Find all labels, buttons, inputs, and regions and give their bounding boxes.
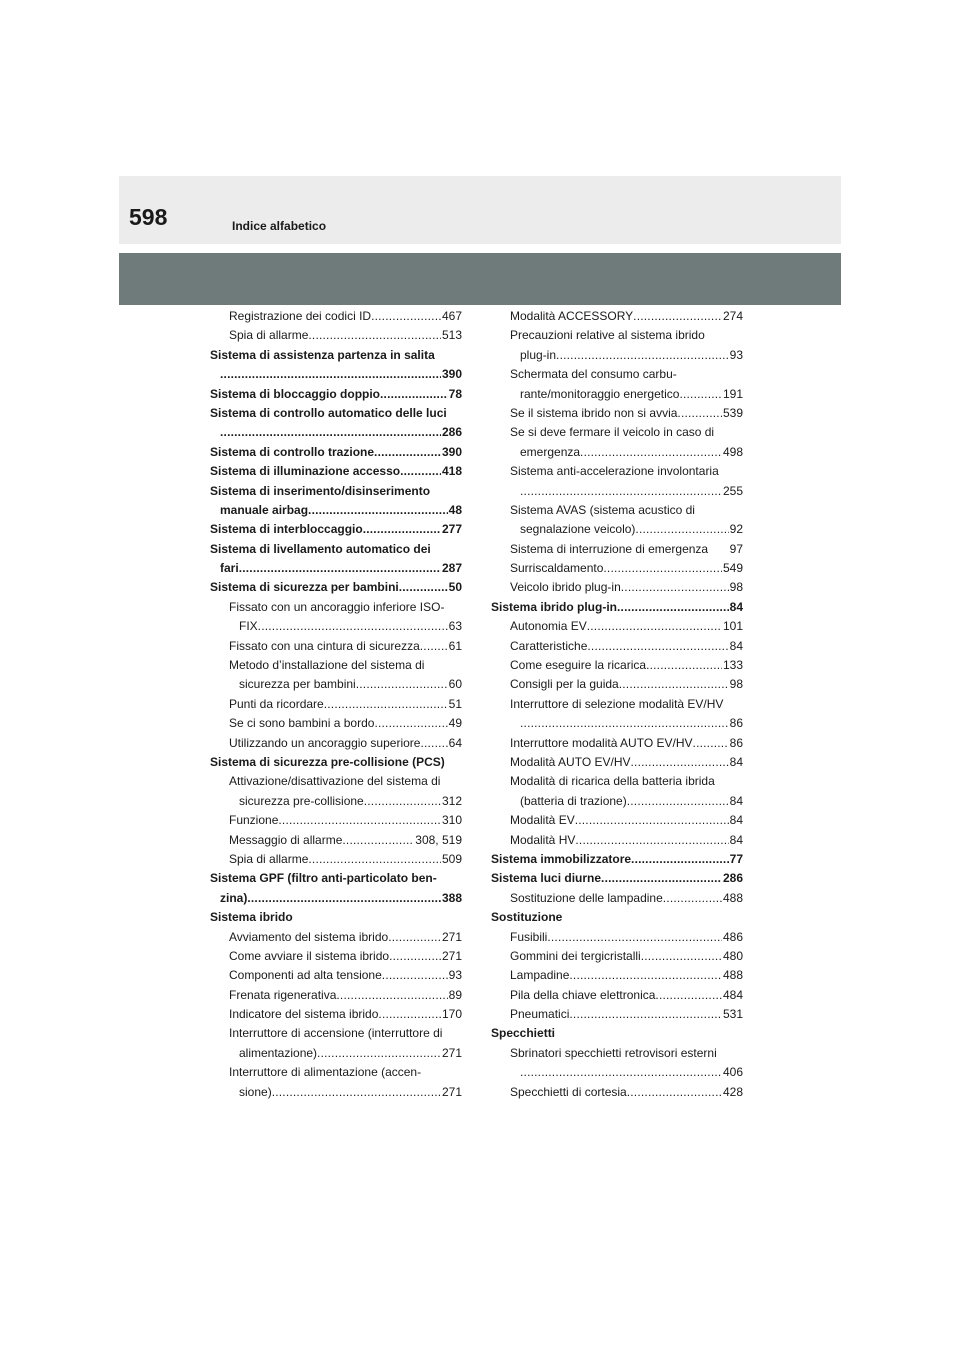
index-entry-main [210, 462, 462, 481]
leader-dots [317, 1044, 441, 1063]
index-entry-sub [491, 947, 743, 966]
entry-text: Interruttore di selezione modalità EV/HV [510, 696, 724, 711]
index-entry-main [210, 540, 462, 559]
index-entry-main [210, 423, 462, 442]
index-entry-main [491, 598, 743, 617]
page-reference: 84 [729, 599, 743, 614]
page-reference: 84 [729, 638, 743, 653]
leader-dots [342, 831, 414, 850]
entry-text: plug-in [520, 347, 557, 362]
index-entry-main [210, 889, 462, 908]
index-entry-sub [491, 772, 743, 791]
entry-text: Sistema di bloccaggio doppio [210, 386, 381, 401]
entry-text: (batteria di trazione) [520, 793, 627, 808]
page-reference: 509 [441, 851, 462, 866]
index-entry-main [210, 404, 462, 423]
leader-dots [621, 578, 729, 597]
leader-dots [374, 714, 447, 733]
index-entry-sub [210, 1063, 462, 1082]
leader-dots [363, 520, 441, 539]
leader-dots [679, 385, 722, 404]
page-reference: 84 [729, 793, 743, 808]
entry-text: Spia di allarme [229, 851, 309, 866]
page-reference: 277 [441, 522, 462, 537]
page-reference: 484 [722, 987, 743, 1002]
page-reference: 86 [729, 735, 743, 750]
index-entry-sub [491, 695, 743, 714]
index-entry-sub [210, 307, 462, 326]
index-entry-sub [491, 637, 743, 656]
page-reference: 170 [441, 1007, 462, 1022]
index-entry-main [210, 482, 462, 501]
entry-text: Metodo d’installazione del sistema di [229, 658, 425, 673]
entry-text: Messaggio di allarme [229, 832, 343, 847]
index-entry-main [210, 753, 462, 772]
page-reference: 488 [722, 968, 743, 983]
entry-text: Sistema di inserimento/disinserimento [210, 483, 431, 498]
leader-dots [655, 986, 722, 1005]
index-entry-sub [491, 734, 743, 753]
entry-text: Sistema di controllo automatico delle luci [210, 405, 447, 420]
index-entry-sub [491, 675, 743, 694]
index-entry-sub [210, 637, 462, 656]
leader-dots [601, 869, 722, 888]
leader-dots [627, 1083, 722, 1102]
index-entry-sub [491, 1083, 743, 1102]
leader-dots [336, 986, 447, 1005]
entry-text: Autonomia EV [510, 619, 587, 634]
index-entry-sub [210, 675, 462, 694]
index-entry-sub [210, 850, 462, 869]
index-entry-sub [210, 695, 462, 714]
entry-text: Se si deve fermare il veicolo in caso di [510, 425, 715, 440]
page-reference: 84 [729, 832, 743, 847]
page-reference: 406 [722, 1065, 743, 1080]
page-reference: 78 [448, 386, 462, 401]
index-entry-sub [491, 1063, 743, 1082]
leader-dots [520, 714, 729, 733]
entry-text: Interruttore modalità AUTO EV/HV [510, 735, 693, 750]
entry-text: Caratteristiche [510, 638, 588, 653]
index-entry-main [210, 559, 462, 578]
index-entry-sub [491, 423, 743, 442]
entry-text: Utilizzando un ancoraggio superiore [229, 735, 421, 750]
page-reference: 101 [722, 619, 743, 634]
entry-text: Modalità HV [510, 832, 576, 847]
page-reference: 390 [441, 444, 462, 459]
index-entry-sub [491, 443, 743, 462]
page-reference: 191 [722, 386, 743, 401]
leader-dots [617, 598, 729, 617]
page-reference: 498 [722, 444, 743, 459]
page-reference: 77 [729, 851, 743, 866]
entry-text: sione) [239, 1084, 272, 1099]
page-reference: 50 [448, 580, 462, 595]
page-reference: 390 [441, 367, 462, 382]
leader-dots [663, 889, 722, 908]
page-reference: 255 [722, 483, 743, 498]
entry-text: Schermata del consumo carbu- [510, 367, 677, 382]
entry-text: Sistema di sicurezza per bambini [210, 580, 399, 595]
leader-dots [272, 1083, 441, 1102]
entry-text: Specchietti [491, 1026, 556, 1041]
page-reference: 274 [722, 309, 743, 323]
index-entry-sub [210, 617, 462, 636]
index-entry-sub [491, 307, 743, 326]
leader-dots [631, 753, 729, 772]
page-reference: 61 [448, 638, 462, 653]
index-entry-main [210, 501, 462, 520]
entry-text: Pila della chiave elettronica [510, 987, 656, 1002]
entry-text: Modalità AUTO EV/HV [510, 754, 631, 769]
page-reference: 64 [448, 735, 462, 750]
entry-text: FIX [239, 619, 258, 634]
index-entry-sub [491, 501, 743, 520]
entry-text: sicurezza per bambini [239, 677, 356, 692]
section-title: Indice alfabetico [232, 219, 327, 233]
page-reference: 513 [441, 328, 462, 343]
index-entry-sub [491, 928, 743, 947]
leader-dots [308, 326, 441, 345]
page-reference: 48 [448, 502, 462, 517]
entry-text: Modalità ACCESSORY [510, 309, 634, 323]
page-reference: 480 [722, 948, 743, 963]
index-entry-main [491, 869, 743, 888]
entry-text: Come eseguire la ricarica [510, 658, 647, 673]
index-entry-sub [210, 772, 462, 791]
index-entry-sub [210, 792, 462, 811]
leader-dots [400, 462, 441, 481]
entry-text: Fissato con un ancoraggio inferiore ISO- [229, 599, 445, 614]
entry-text: Veicolo ibrido plug-in [510, 580, 621, 595]
index-entry-sub [210, 1024, 462, 1043]
entry-text: Sistema di livellamento automatico dei [210, 541, 431, 556]
leader-dots [587, 637, 728, 656]
entry-text: Attivazione/disattivazione del sistema di [229, 774, 441, 789]
entry-text: Sistema ibrido plug-in [491, 599, 618, 614]
leader-dots [633, 307, 722, 326]
page-reference: 286 [722, 871, 743, 886]
entry-text: Spia di allarme [229, 328, 309, 343]
index-entry-main [210, 869, 462, 888]
leader-dots [247, 889, 441, 908]
entry-text: Precauzioni relative al sistema ibrido [510, 328, 705, 343]
page-reference: 286 [441, 425, 462, 440]
leader-dots [371, 307, 441, 326]
entry-text: Sistema di sicurezza pre-collisione (PCS) [210, 754, 445, 769]
entry-text: Componenti ad alta tensione [229, 968, 382, 983]
leader-dots [399, 578, 448, 597]
leader-dots [356, 675, 448, 694]
leader-dots [388, 928, 441, 947]
index-entry-sub [491, 811, 743, 830]
leader-dots [646, 656, 722, 675]
entry-text: Frenata rigenerativa [229, 987, 337, 1002]
page-reference: 531 [722, 1007, 743, 1022]
leader-dots [631, 850, 729, 869]
index-entry-sub [491, 1005, 743, 1024]
leader-dots [575, 811, 729, 830]
entry-text: Sistema di controllo trazione [210, 444, 375, 459]
leader-dots [258, 617, 448, 636]
section-divider-band [119, 253, 841, 305]
page-reference: 418 [441, 464, 462, 479]
leader-dots [324, 695, 448, 714]
index-entry-sub [491, 346, 743, 365]
index-entry-sub [491, 617, 743, 636]
index-entry-sub [491, 986, 743, 1005]
entry-text: sicurezza pre-collisione [239, 793, 364, 808]
page-reference: 60 [448, 677, 462, 692]
page-reference: 539 [722, 405, 743, 420]
page-reference: 49 [448, 716, 462, 731]
page-reference: 388 [441, 890, 462, 905]
page-reference: 310 [441, 813, 462, 828]
page-reference: 86 [729, 716, 743, 731]
index-entry-sub [491, 966, 743, 985]
entry-text: alimentazione) [239, 1045, 318, 1060]
entry-text: Punti da ricordare [229, 696, 324, 711]
entry-text: Specchietti di cortesia [510, 1084, 627, 1099]
leader-dots [520, 482, 722, 501]
page-reference: 97 [729, 541, 743, 556]
leader-dots [619, 675, 729, 694]
leader-dots [374, 443, 441, 462]
entry-text: Fusibili [510, 929, 548, 944]
leader-dots [520, 1063, 722, 1082]
page-reference: 312 [441, 793, 462, 808]
leader-dots [380, 385, 448, 404]
entry-text: Sistema immobilizzatore [491, 851, 632, 866]
index-entry-sub [491, 540, 743, 559]
header-band [119, 176, 841, 244]
entry-text: Sistema GPF (filtro anti-particolato ben- [210, 871, 437, 886]
entry-text: Lampadine [510, 968, 570, 983]
leader-dots [220, 365, 441, 384]
leader-dots [677, 404, 722, 423]
index-entry-main [210, 365, 462, 384]
entry-text: Sostituzione delle lampadine [510, 890, 663, 905]
index-entry-sub [210, 734, 462, 753]
index-entry-sub [491, 792, 743, 811]
entry-text: zina) [220, 890, 248, 905]
entry-text: Registrazione dei codici ID [229, 309, 372, 323]
index-entry-sub [491, 404, 743, 423]
index-entry-sub [210, 986, 462, 1005]
page-reference: 84 [729, 754, 743, 769]
entry-text: Funzione [229, 813, 279, 828]
entry-text: fari [220, 561, 239, 576]
entry-text: Surriscaldamento [510, 561, 604, 576]
entry-text: Indicatore del sistema ibrido [229, 1007, 379, 1022]
page-reference: 271 [441, 1084, 462, 1099]
index-entry-sub [210, 966, 462, 985]
index-entry-sub [491, 1044, 743, 1063]
page-reference: 488 [722, 890, 743, 905]
page-reference: 98 [729, 677, 743, 692]
leader-dots [378, 1005, 441, 1024]
index-entry-sub [210, 831, 462, 850]
entry-text: manuale airbag [220, 502, 309, 517]
page-reference: 271 [441, 948, 462, 963]
leader-dots [641, 947, 722, 966]
entry-text: Fissato con una cintura di sicurezza [229, 638, 420, 653]
entry-text: Sistema AVAS (sistema acustico di [510, 502, 695, 517]
leader-dots [556, 346, 729, 365]
entry-text: rante/monitoraggio energetico [520, 386, 680, 401]
page-reference: 467 [441, 309, 462, 323]
leader-dots [635, 520, 728, 539]
index-entry-sub [210, 326, 462, 345]
entry-text: Sistema di illuminazione accesso [210, 464, 401, 479]
leader-dots [569, 1005, 722, 1024]
index-entry-main [210, 578, 462, 597]
entry-text: segnalazione veicolo) [520, 522, 636, 537]
index-entry-sub [491, 753, 743, 772]
entry-text: Sistema luci diurne [491, 871, 602, 886]
entry-text: emergenza [520, 444, 581, 459]
entry-text: Modalità di ricarica della batteria ibrida [510, 774, 715, 789]
leader-dots [587, 617, 722, 636]
index-entry-sub [210, 1083, 462, 1102]
index-entry-sub [210, 714, 462, 733]
page-reference: 98 [729, 580, 743, 595]
index-entry-sub [491, 656, 743, 675]
page-reference: 51 [448, 696, 462, 711]
index-entry-sub [491, 889, 743, 908]
page-reference: 89 [448, 987, 462, 1002]
index-entry-main [491, 850, 743, 869]
index-entry-sub [210, 1005, 462, 1024]
page-reference: 133 [722, 658, 743, 673]
entry-text: Avviamento del sistema ibrido [229, 929, 389, 944]
entry-text: Interruttore di accensione (interruttore di [229, 1026, 443, 1041]
leader-dots [420, 637, 448, 656]
entry-text: Sistema di interbloccaggio [210, 522, 363, 537]
leader-dots [364, 792, 441, 811]
index-column-right [491, 307, 743, 1102]
entry-text: Sistema anti-accelerazione involontaria [510, 464, 719, 479]
leader-dots [220, 423, 441, 442]
entry-text: Se ci sono bambini a bordo [229, 716, 375, 731]
entry-text: Sbrinatori specchietti retrovisori esterni [510, 1045, 717, 1060]
entry-text: Sistema di interruzione di emergenza [510, 541, 709, 556]
page-reference: 428 [722, 1084, 743, 1099]
index-entry-main [210, 346, 462, 365]
index-entry-sub [210, 928, 462, 947]
entry-text: Sostituzione [491, 910, 563, 925]
leader-dots [627, 792, 729, 811]
index-entry-main [210, 908, 462, 927]
entry-text: Interruttore di alimentazione (accen- [229, 1065, 422, 1080]
leader-dots [308, 501, 448, 520]
leader-dots [569, 966, 722, 985]
page-reference: 92 [729, 522, 743, 537]
leader-dots [547, 928, 722, 947]
page-number: 598 [129, 204, 168, 230]
index-entry-main [491, 908, 743, 927]
leader-dots [278, 811, 441, 830]
entry-text: Sistema ibrido [210, 910, 293, 925]
index-entry-sub [491, 714, 743, 733]
page-reference: 486 [722, 929, 743, 944]
index-entry-main [210, 443, 462, 462]
page-reference: 93 [729, 347, 743, 362]
index-entry-sub [210, 811, 462, 830]
index-entry-sub [491, 482, 743, 501]
leader-dots [603, 559, 722, 578]
page-reference: 271 [441, 1045, 462, 1060]
entry-text: Sistema di assistenza partenza in salita [210, 347, 435, 362]
index-entry-sub [491, 462, 743, 481]
entry-text: Consigli per la guida [510, 677, 619, 692]
index-entry-main [210, 385, 462, 404]
entry-text: Modalità EV [510, 813, 575, 828]
index-entry-sub [491, 831, 743, 850]
index-entry-sub [491, 578, 743, 597]
entry-text: Se il sistema ibrido non si avvia [510, 405, 678, 420]
leader-dots [239, 559, 441, 578]
leader-dots [420, 734, 447, 753]
entry-text: Come avviare il sistema ibrido [229, 948, 390, 963]
page-reference: 93 [448, 968, 462, 983]
leader-dots [580, 443, 722, 462]
index-column-left [210, 307, 462, 1102]
page-reference: 84 [729, 813, 743, 828]
index-entry-main [210, 520, 462, 539]
page-reference: 63 [448, 619, 462, 634]
index-entry-main [491, 1024, 743, 1043]
index-entry-sub [210, 656, 462, 675]
leader-dots [693, 734, 729, 753]
leader-dots [389, 947, 441, 966]
page-reference: 549 [722, 561, 743, 576]
page-reference: 287 [441, 561, 462, 576]
index-entry-sub [491, 326, 743, 345]
index-entry-sub [491, 520, 743, 539]
index-entry-sub [210, 947, 462, 966]
entry-text: Gommini dei tergicristalli [510, 948, 641, 963]
entry-text: Pneumatici [510, 1007, 570, 1022]
index-entry-sub [210, 1044, 462, 1063]
page-reference: 271 [441, 929, 462, 944]
index-entry-sub [491, 385, 743, 404]
leader-dots [382, 966, 448, 985]
index-entry-sub [491, 365, 743, 384]
page-reference: 308, 519 [415, 832, 462, 847]
index-entry-sub [491, 559, 743, 578]
leader-dots [308, 850, 441, 869]
index-entry-sub [210, 598, 462, 617]
leader-dots [575, 831, 728, 850]
